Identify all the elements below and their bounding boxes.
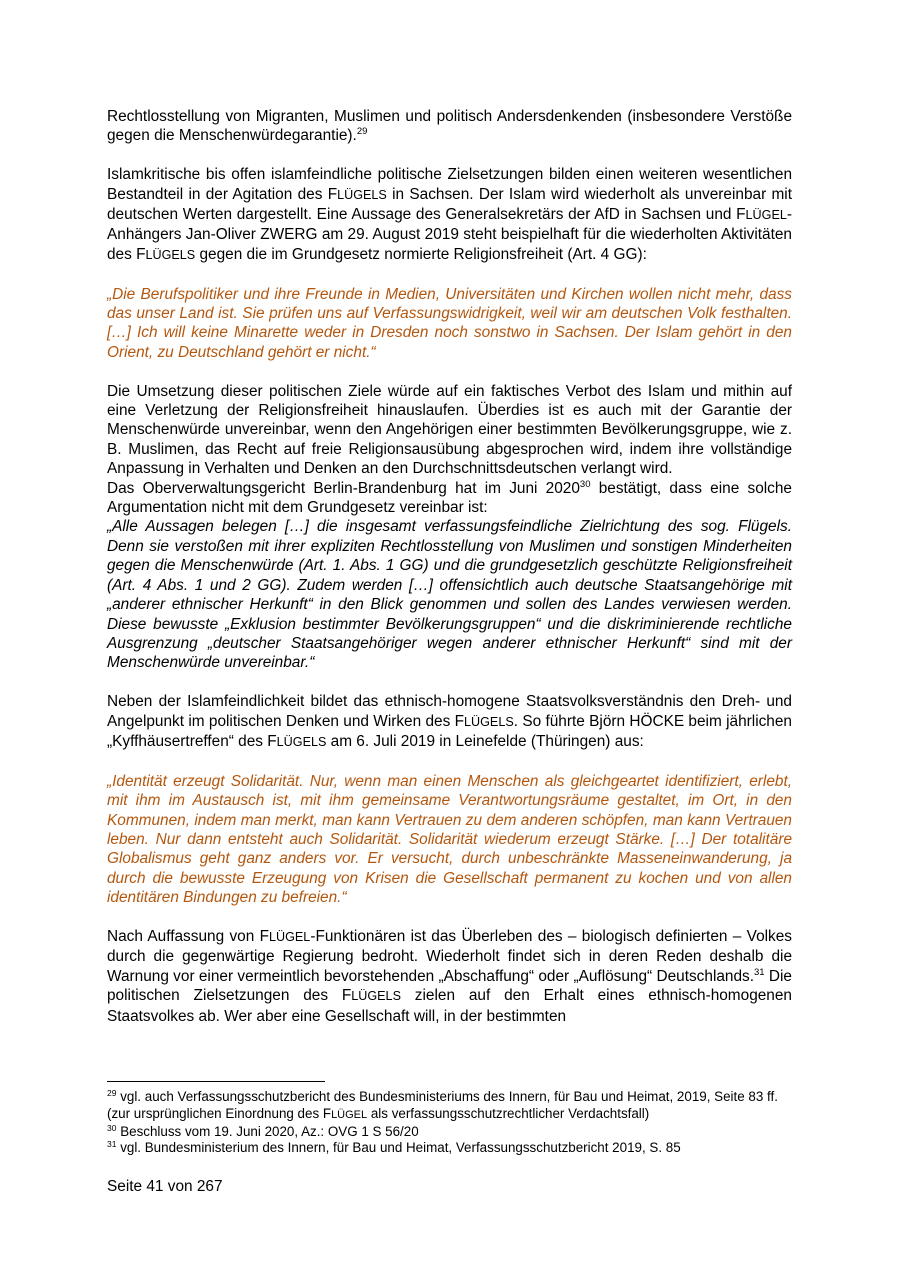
footnote-31: $^{31}$ vgl. Bundesministerium des Innern, für Bau und Heimat, Verfassungsschutzbericht 2019, S. 85 — [107, 1139, 681, 1156]
quote-zwerg: „Die Berufspolitiker und ihre Freunde in Medien, Universitäten und Kirchen wollen nicht mehr, dass das unser Land ist. Sie prüfen uns auf Verfassungswidrigkeit, weil wir am deutschen Volk festhalten. […] Ich will keine Minarette weder in Dresden noch sonstwo in Sachsen. Der Islam gehört in den Orient, zu Deutschland gehört er nicht.“ — [107, 285, 792, 361]
paragraph-5: Neben der Islamfeindlichkeit bildet das ethnisch-homogene Staatsvolksverständnis den Dreh- und Angelpunkt im politischen Denken und Wirken des FLÜGELS. So führte Björn HÖCKE beim jährlichen „Kyffhäusertreffen“ des FLÜGELS am 6. Juli 2019 in Leinefelde (Thüringen) aus: — [107, 693, 792, 750]
paragraph-6: Nach Auffassung von FLÜGEL-Funktionären ist das Überleben des – biologisch definierten – Volkes durch die gegenwärtige Regierung bedroht. Wiederholt findet sich in deren Reden deshalb die Warnung vor einer vermeintlich bevorstehenden „Abschaffung“ oder „Auflösung“ Deutschlands.$^{31}$ Die politischen Zielsetzungen des FLÜGELS zielen auf den Erhalt eines ethnisch-homogenen Staatsvolkes ab. Wer aber eine Gesellschaft will, in der bestimmten — [107, 927, 792, 1025]
footnote-separator — [107, 1081, 325, 1082]
footnote-ref-29[interactable]: 29 — [356, 126, 368, 138]
paragraph-2: Islamkritische bis offen islamfeindliche politische Zielsetzungen bilden einen weiteren wesentlichen Bestandteil in der Agitation des FLÜGELS in Sachsen. Der Islam wird wiederholt als unvereinbar mit deutschen Werten dargestellt. Eine Aussage des Generalsekretärs der AfD in Sachsen und FLÜGEL-Anhängers Jan-Oliver ZWERG am 29. August 2019 steht beispielhaft für die wiederholten Aktivitäten des FLÜGELS gegen die im Grundgesetz normierte Religionsfreiheit (Art. 4 GG): — [107, 166, 792, 263]
paragraph-1: Rechtlosstellung von Migranten, Muslimen und politisch Andersdenkenden (insbesondere Verstöße gegen die Menschenwürdegarantie).$^{29}$ — [107, 108, 792, 145]
footnote-ref-30[interactable]: 30 — [579, 478, 591, 490]
quote-hoecke: „Identität erzeugt Solidarität. Nur, wenn man einen Menschen als gleichgeartet identifiziert, erlebt, mit ihm im Austausch ist, mit ihm gemeinsame Verantwortungsräume gestaltet, im Ort, in den Kommunen, indem man merkt, man kann Vertrauen zu dem anderen schöpfen, man kann Vertrauen leben. Nur dann entsteht auch Solidarität. Solidarität wiederum erzeugt Stärke. […] Der totalitäre Globalismus geht ganz anders vor. Er versucht, durch unbeschränkte Masseneinwanderung, ja durch die bewusste Erzeugung von Krisen die Gesellschaft permanent zu kochen und von allen identitären Bindungen zu befreien.“ — [107, 772, 792, 907]
document-body — [107, 107, 792, 1026]
footnotes — [107, 1089, 792, 1157]
paragraph-4: Das Oberverwaltungsgericht Berlin-Brandenburg hat im Juni 2020$^{30}$ bestätigt, dass eine solche Argumentation nicht mit dem Grundgesetz vereinbar ist: — [107, 478, 792, 517]
footnote-29: $^{29}$ vgl. auch Verfassungsschutzbericht des Bundesministeriums des Innern, für Bau und Heimat, 2019, Seite 83 ff. (zur ursprünglichen Einordnung des FLÜGEL als verfassungsschutzrechtlicher Verdachtsfall) — [107, 1088, 778, 1121]
footnote-30: $^{30}$ Beschluss vom 19. Juni 2020, Az.: OVG 1 S 56/20 — [107, 1122, 419, 1139]
paragraph-3: Die Umsetzung dieser politischen Ziele würde auf ein faktisches Verbot des Islam und mithin auf eine Verletzung der Religionsfreiheit hinauslaufen. Überdies ist es auch mit der Garantie der Menschenwürde unvereinbar, wenn den Angehörigen einer bestimmten Bevölkerungsgruppe, wie z. B. Muslimen, das Recht auf freie Religionsausübung abgesprochen wird, indem ihre vollständige Anpassung in Verhalten und Denken an den Durchschnittsdeutschen verlangt wird. — [107, 382, 792, 478]
page-number: Seite 41 von 267 — [107, 1178, 223, 1195]
footnote-ref-31[interactable]: 31 — [754, 966, 765, 978]
quote-ovg: „Alle Aussagen belegen […] die insgesamt verfassungsfeindliche Zielrichtung des sog. Flügels. Denn sie verstoßen mit ihrer expliziten Rechtlosstellung von Muslimen und sonstigen Minderheiten gegen die Menschenwürde (Art. 1. Abs. 1 GG) und die grundgesetzlich geschützte Religionsfreiheit (Art. 4 Abs. 1 und 2 GG). Zudem werden […] offensichtlich auch deutsche Staatsangehörige mit „anderer ethnischer Herkunft“ in den Blick genommen und sollen des Landes verwiesen werden. Diese bewusste „Exklusion bestimmter Bevölkerungsgruppen“ und die diskriminierende rechtliche Ausgrenzung „deutscher Staatsangehöriger wegen anderer ethnischer Herkunft“ sind mit der Menschenwürde unvereinbar.“ — [107, 518, 792, 672]
